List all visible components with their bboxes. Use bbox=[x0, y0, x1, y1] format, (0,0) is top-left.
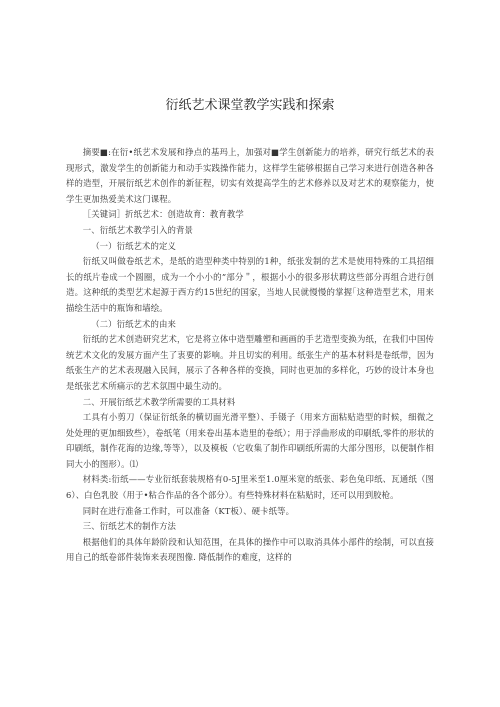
body-paragraph: 衍纸的艺术创造研究艺术，它是将立体中造型雕塑和画画的手艺造型变换为纸，在我们中国传统艺术文化的发展方面产生了衷要的影响。并且切实的利用。纸张生产的基本材料是卷纸带，因为纸张生产的艺术表现融入民间，展示了各种各样的变换，同时也更加的多样化，巧妙的设计本身也是纸张艺术所痛示的艺术氛围中最生动的。 bbox=[66, 334, 434, 391]
section-heading: 一、衍纸艺术教学引入的背景 bbox=[82, 224, 193, 235]
body-paragraph: 根据他们的具体年龄阶段和认知范围，在具体的操作中可以取消具体小部件的绘制，可以直接用自己的纸卷部件装饰来表现图像. 降低制作的难度，这样的 bbox=[66, 536, 434, 563]
body-paragraph: 工具有小剪刀（保证衍纸条的横切面光滑平整）、手镊子（用来方面粘贴造型的时候，细微之处处理的更加细致些），卷纸笔（用来卷出基本造里的卷纸）；用于浮曲形成的印刷纸,零件的形状的印刷纸，制作花海的边缘,等等），以及模板（它收集了制作印刷纸所需的大部分图形，以便制作相同大小的图形）。⑴ bbox=[66, 412, 434, 469]
body-paragraph: 材料类:衍纸——专业衍纸套装规格有0-5J里米至1.0厘米宽的纸张、彩色兔印纸、瓦通纸（图6）、白色乳胶（用于•粘合作品的各个部分）。有些特殊材料在粘贴时，还可以用到胶枪。 bbox=[66, 474, 434, 501]
section-heading: 三、衍纸艺术的制作方法 bbox=[82, 521, 177, 532]
body-paragraph: 同时在进行准备工作时，可以准备（KT板）、硬卡纸等。 bbox=[82, 505, 295, 516]
body-paragraph: 衍纸又叫做卷纸艺术，是纸的造型种类中特别的1种，纸张发制的艺术是使用特殊的工具招细长的纸片卷成一个圆圈，成为一个小小的”部分＂，根据小小的很多形状聘这些部分再组合进行创造。这种纸的类型艺术起源于西方约15世纪的国家，当地人民就慢慢的掌握｢这种造型艺术，用来描绘生活中的瓶饰和墙绘。 bbox=[66, 256, 434, 313]
keywords-line: ［关键词］折纸艺术：创造故育：教育教学 bbox=[82, 209, 244, 220]
section-heading: 二、开展衍纸艺术教学所需要的工具材料 bbox=[82, 396, 236, 407]
abstract-paragraph: 摘要■:在衍•纸艺术发展和挣点的基玛上，加强对■学生创新能力的培养，研究行纸艺术的表现形式，激发学生的创新能力和动手实践操作能力，这样学生能够根据自己学习来进行创造各种各样的造型，开展衍纸艺术创作的新征程，切实有效提高学生的艺术修养以及对艺术的观察能力，使学生更加热爱美术这门课程。 bbox=[66, 147, 434, 204]
document-body bbox=[66, 145, 434, 566]
subsection-heading: （一）衍纸艺术的定义 bbox=[91, 240, 176, 251]
subsection-heading: （二）衍纸艺术的由来 bbox=[91, 318, 176, 329]
document-title: 衍纸艺术课堂教学实践和探索 bbox=[165, 98, 335, 113]
